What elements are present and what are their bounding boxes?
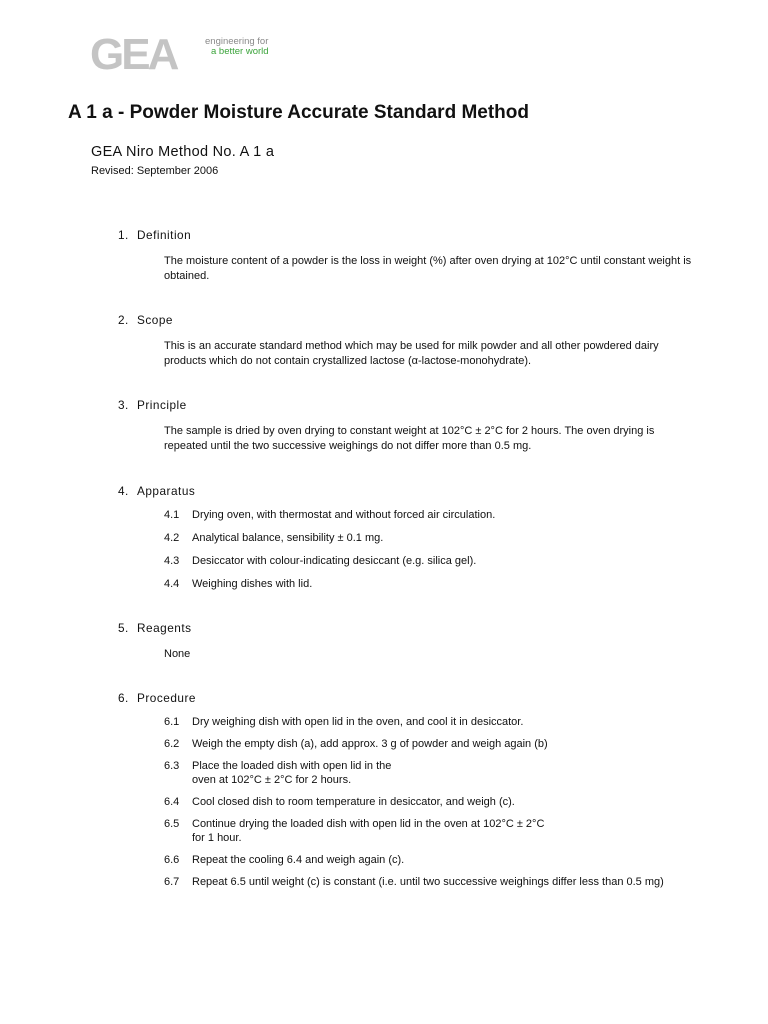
apparatus-list [164,508,718,591]
list-item: 6.6 Repeat the cooling 6.4 and weigh again (c). [164,854,405,866]
tagline-line2: a better world [211,46,269,57]
section-heading: 4. Apparatus [118,484,196,498]
section-definition [118,228,718,283]
list-item: 4.1 Drying oven, with thermostat and without forced air circulation. [164,509,496,521]
procedure-list [164,715,718,889]
list-item: 4.2 Analytical balance, sensibility ± 0.1 mg. [164,532,384,544]
gea-logo-mark [90,34,205,74]
section-principle [118,398,718,453]
section-scope [118,313,718,368]
list-item: 6.5 Continue drying the loaded dish with open lid in the oven at 102°C ± 2°C for 1 hour. [164,818,545,844]
list-item: 6.7 Repeat 6.5 until weight (c) is constant (i.e. until two successive weighings differ less than 0.5 mg) [164,876,664,888]
list-item: 4.3 Desiccator with colour-indicating desiccant (e.g. silica gel). [164,555,477,567]
logo-text: GEA [90,34,177,74]
revised-date: Revised: September 2006 [91,165,219,177]
section-text: None [164,648,191,660]
section-heading: 2. Scope [118,313,173,327]
section-heading: 6. Procedure [118,691,196,705]
section-heading: 1. Definition [118,228,192,242]
section-reagents [118,621,718,662]
method-number: GEA Niro Method No. A 1 a [91,144,275,160]
tagline-line1: engineering for [205,36,269,47]
list-item: 6.3 Place the loaded dish with open lid in the oven at 102°C ± 2°C for 2 hours. [164,760,392,786]
section-text: The sample is dried by oven drying to constant weight at 102°C ± 2°C for 2 hours. The oven drying is repeated until the two successive weighings do not differ more than 0.5 mg. [164,425,655,452]
document-title: A 1 a - Powder Moisture Accurate Standard Method [68,102,530,123]
list-item: 6.1 Dry weighing dish with open lid in the oven, and cool it in desiccator. [164,716,524,728]
section-heading: 5. Reagents [118,621,192,635]
section-apparatus [118,484,718,591]
section-text: This is an accurate standard method which may be used for milk powder and all other powdered dairy products which do not contain crystallized lactose (α-lactose-monohydrate). [164,340,659,367]
logo-tagline [205,37,269,57]
list-item: 4.4 Weighing dishes with lid. [164,578,313,590]
section-text: The moisture content of a powder is the loss in weight (%) after oven drying at 102°C until constant weight is obtained. [164,255,692,282]
section-heading: 3. Principle [118,398,187,412]
section-procedure [118,691,718,889]
list-item: 6.2 Weigh the empty dish (a), add approx. 3 g of powder and weigh again (b) [164,738,548,750]
list-item: 6.4 Cool closed dish to room temperature in desiccator, and weigh (c). [164,796,515,808]
